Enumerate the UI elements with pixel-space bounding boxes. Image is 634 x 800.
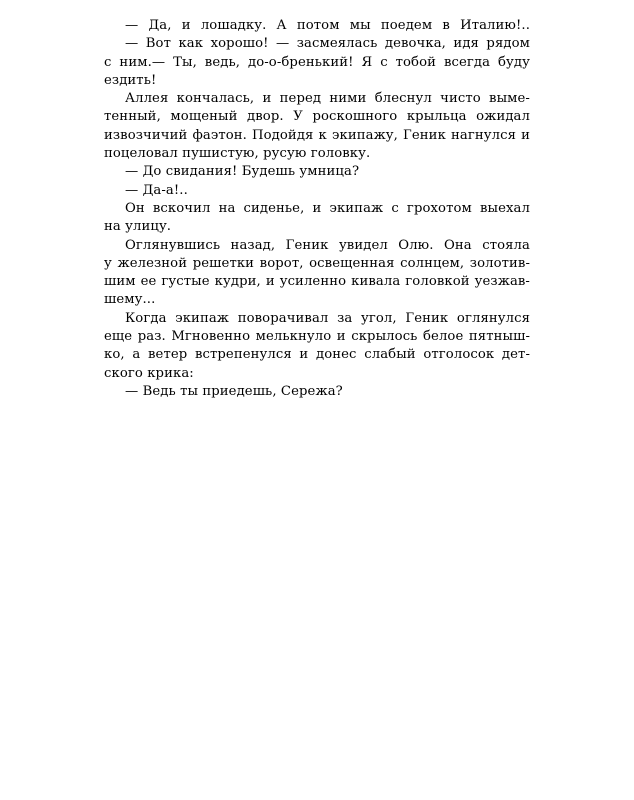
text-line: ко, а ветер встрепенулся и донес слабый отголосок дет-: [104, 347, 530, 363]
text-line: Он вскочил на сиденье, и экипаж с грохотом выехал: [125, 200, 530, 216]
text-line: извозчичий фаэтон. Подойдя к экипажу, Геник нагнулся и: [104, 127, 530, 143]
text-line: — Да, и лошадку. А потом мы поедем в Италию!..: [125, 18, 530, 33]
text-line: — Да-а!..: [125, 182, 188, 198]
text-line: тенный, мощеный двор. У роскошного крыльца ожидал: [104, 109, 530, 125]
text-line: — До свидания! Будешь умница?: [125, 164, 360, 180]
text-line: — Ведь ты приедешь, Сережа?: [125, 383, 343, 399]
text-line: шему...: [104, 292, 156, 308]
text-line: — Вот как хорошо! — засмеялась девочка, идя рядом: [125, 36, 530, 52]
text-line: ского крика:: [104, 365, 194, 381]
text-block: [104, 17, 530, 401]
text-line: Когда экипаж поворачивал за угол, Геник оглянулся: [125, 310, 530, 326]
text-line: ездить!: [104, 72, 157, 88]
text-line: шим ее густые кудри, и усиленно кивала головкой уезжав-: [104, 274, 530, 290]
text-line: поцеловал пушистую, русую головку.: [104, 146, 371, 162]
text-line: Оглянувшись назад, Геник увидел Олю. Она стояла: [125, 237, 530, 253]
text-line: на улицу.: [104, 219, 172, 235]
text-line: у железной решетки ворот, освещенная солнцем, золотив-: [104, 255, 530, 271]
text-line: еще раз. Мгновенно мелькнуло и скрылось белое пятныш-: [104, 329, 530, 345]
text-line: Аллея кончалась, и перед ними блеснул чисто выме-: [125, 91, 530, 107]
text-line: с ним.— Ты, ведь, до-о-бренький! Я с тобой всегда буду: [104, 54, 530, 70]
